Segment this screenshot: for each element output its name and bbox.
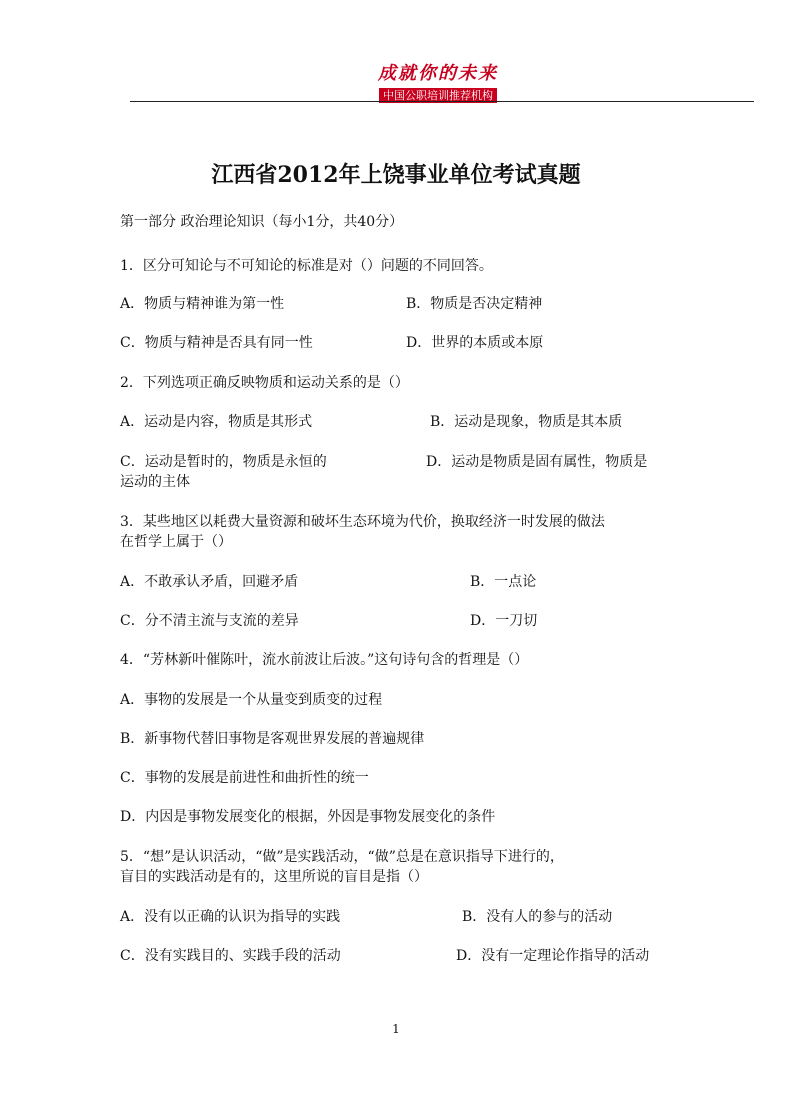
q1-option-b: B．物质是否决定精神 [406,296,543,312]
q4-option-d: D．内因是事物发展变化的根据，外因是事物发展变化的条件 [120,809,496,825]
q3-option-d: D．一刀切 [470,613,538,629]
q5-option-a: A．没有以正确的认识为指导的实践 [120,909,341,925]
question-2-stem: 2．下列选项正确反映物质和运动关系的是（） [120,375,409,391]
q1-option-d: D．世界的本质或本原 [406,335,544,351]
q2-option-c: C．运动是暂时的，物质是永恒的 [120,454,327,470]
q1-option-a: A．物质与精神谁为第一性 [120,296,285,312]
q2-option-a: A．运动是内容，物质是其形式 [120,414,313,430]
page-number: 1 [392,1022,400,1036]
q3-option-c: C．分不清主流与支流的差异 [120,613,299,629]
q3-option-a: A．不敢承认矛盾，回避矛盾 [120,574,299,590]
question-5-stem-line-2: 盲目的实践活动是有的，这里所说的盲目是指（） [120,869,428,885]
question-5-stem-line-1: 5．“想”是认识活动，“做”是实践活动，“做”总是在意识指导下进行的， [120,849,564,865]
slogan: 成就你的未来 [378,63,498,84]
q5-option-b: B．没有人的参与的活动 [462,909,613,925]
question-1-stem: 1．区分可知论与不可知论的标准是对（）问题的不同回答。 [120,258,493,274]
section-heading: 第一部分 政治理论知识（每小1分，共40分） [120,214,404,230]
q2-option-d-continued: 运动的主体 [120,474,190,490]
question-4-stem: 4．“芳林新叶催陈叶，流水前波让后波。”这句诗句含的哲理是（） [120,652,529,668]
q2-option-d: D．运动是物质是固有属性，物质是 [426,454,648,470]
header-logo [368,64,508,103]
header-rule [130,101,754,102]
q1-option-c: C．物质与精神是否具有同一性 [120,335,313,351]
q2-option-b: B．运动是现象，物质是其本质 [430,414,623,430]
q3-option-b: B．一点论 [470,574,537,590]
org-banner: 中国公职培训推荐机构 [379,88,497,103]
document-title: 江西省2012年上饶事业单位考试真题 [211,162,581,188]
q5-option-c: C．没有实践目的、实践手段的活动 [120,948,341,964]
q5-option-d: D．没有一定理论作指导的活动 [456,948,650,964]
q4-option-a: A．事物的发展是一个从量变到质变的过程 [120,692,383,708]
q4-option-b: B．新事物代替旧事物是客观世界发展的普遍规律 [120,731,425,747]
question-3-stem-line-2: 在哲学上属于（） [120,534,232,550]
q4-option-c: C．事物的发展是前进性和曲折性的统一 [120,770,369,786]
question-3-stem-line-1: 3．某些地区以耗费大量资源和破坏生态环境为代价，换取经济一时发展的做法 [120,514,605,530]
